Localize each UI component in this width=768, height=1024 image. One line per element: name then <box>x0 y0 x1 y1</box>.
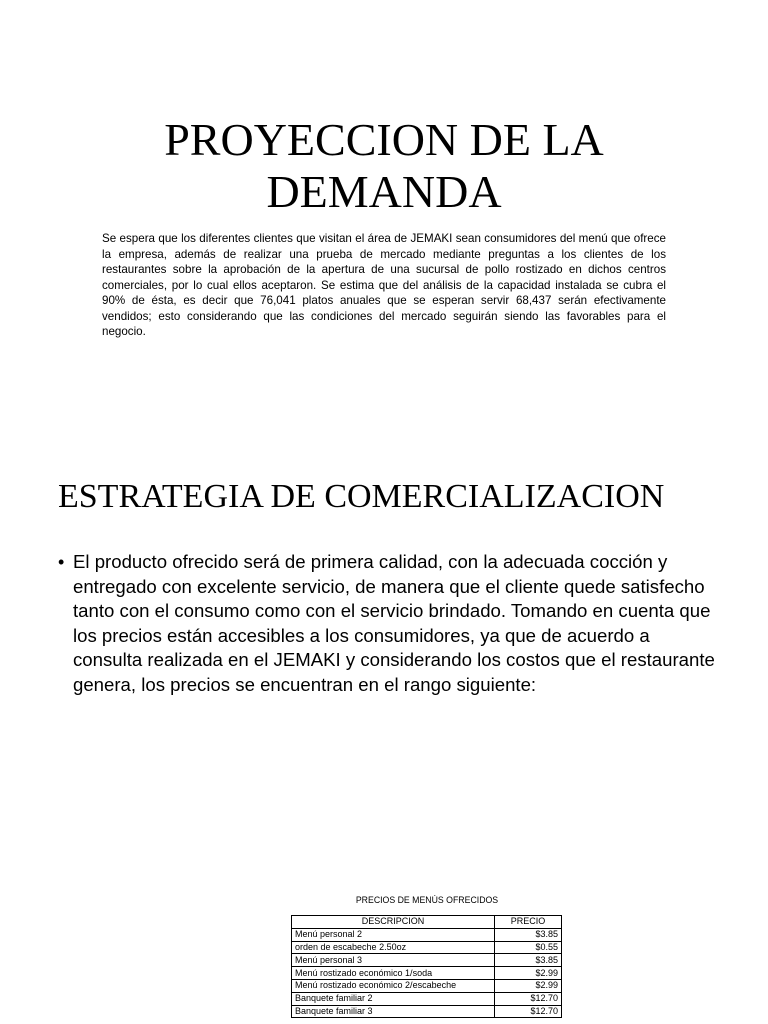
price-table-title: PRECIOS DE MENÚS OFRECIDOS <box>355 895 499 906</box>
row-description: Menú rostizado económico 1/soda <box>292 967 495 980</box>
row-price: $3.85 <box>495 928 562 941</box>
table-row <box>292 954 562 967</box>
table-row <box>292 967 562 980</box>
row-price: $2.99 <box>495 979 562 992</box>
bullet-list <box>58 550 718 698</box>
slide-title: PROYECCION DE LA DEMANDA <box>164 114 604 217</box>
row-description: Menú rostizado económico 2/escabeche <box>292 979 495 992</box>
column-header-description: DESCRIPCION <box>292 916 495 929</box>
row-price: $12.70 <box>495 1005 562 1018</box>
table-row <box>292 979 562 992</box>
table-row <box>292 992 562 1005</box>
column-header-price: PRECIO <box>495 916 562 929</box>
bullet-text: El producto ofrecido será de primera calidad, con la adecuada cocción y entregado con excelente servicio, de manera que el cliente quede satisfecho tanto con el consumo como con el servicio brindado. Tomando en cuenta que los precios están accesibles a los consumidores, ya que de acuerdo a consulta realizada en el JEMAKI y considerando los costos que el restaurante genera, los precios se encuentran en el rango siguiente: <box>73 551 715 695</box>
price-table <box>291 915 562 1018</box>
row-description: Menú personal 2 <box>292 928 495 941</box>
table-header-row <box>292 916 562 929</box>
row-description: Banquete familiar 3 <box>292 1005 495 1018</box>
row-price: $2.99 <box>495 967 562 980</box>
row-description: Banquete familiar 2 <box>292 992 495 1005</box>
intro-paragraph: Se espera que los diferentes clientes que visitan el área de JEMAKI sean consumidores del menú que ofrece la empresa, además de realizar una prueba de mercado mediante preguntas a los clientes de los restaurantes sobre la aprobación de la apertura de una sucursal de pollo rostizado en dichos centros comerciales, por lo cual ellos aceptaron. Se estima que del análisis de la capacidad instalada se cubra el 90% de ésta, es decir que 76,041 platos anuales que se esperan servir 68,437 serán efectivamente vendidos; esto considerando que las condiciones del mercado seguirán siendo las favorables para el negocio. <box>102 232 666 338</box>
row-price: $3.85 <box>495 954 562 967</box>
row-price: $0.55 <box>495 941 562 954</box>
section-heading: ESTRATEGIA DE COMERCIALIZACION <box>58 478 665 515</box>
row-description: orden de escabeche 2.50oz <box>292 941 495 954</box>
table-row <box>292 941 562 954</box>
row-price: $12.70 <box>495 992 562 1005</box>
table-row <box>292 1005 562 1018</box>
row-description: Menú personal 3 <box>292 954 495 967</box>
bullet-icon: • <box>58 552 65 572</box>
table-row <box>292 928 562 941</box>
list-item <box>58 550 718 698</box>
